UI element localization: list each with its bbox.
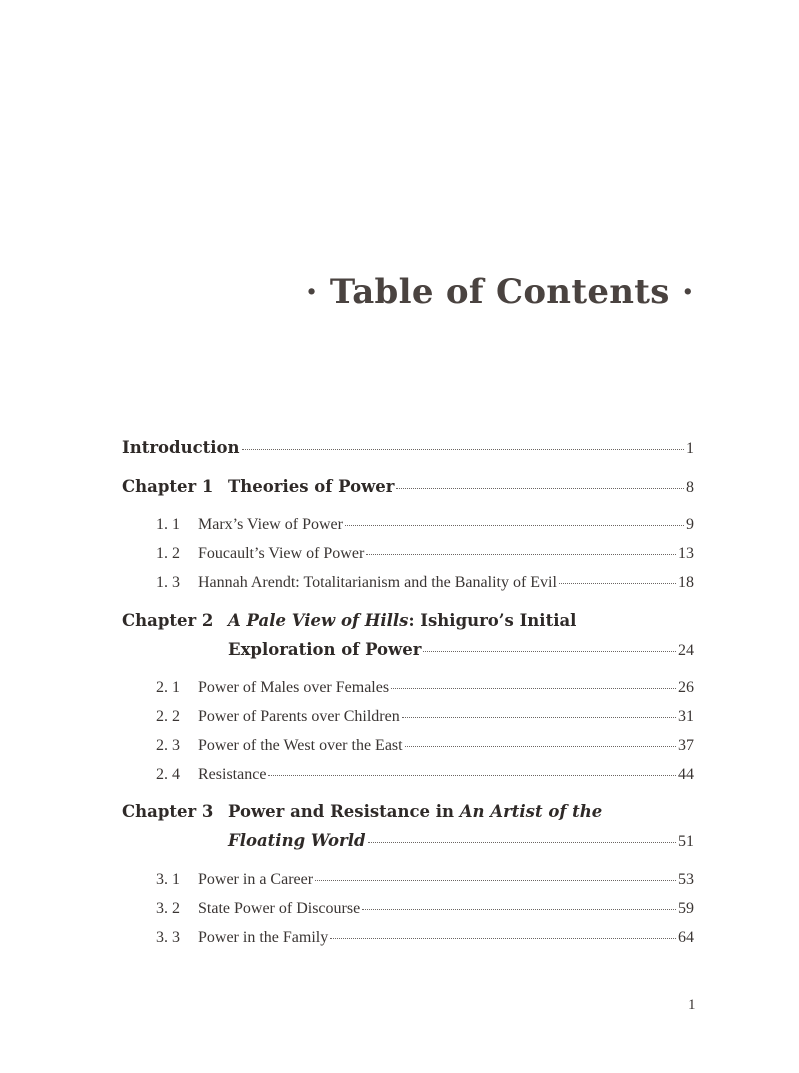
leader-dots [268,775,676,776]
chapter-label: Chapter 2 [122,611,214,630]
leader-dots [396,488,684,489]
page-number: 1 [686,440,694,457]
section-number: 1. 1 [156,516,180,533]
section-number: 1. 3 [156,574,180,591]
toc-entry-chapter-1[interactable] [122,477,694,497]
leader-dots [423,651,676,652]
toc-entry-section-3-2[interactable] [156,900,694,918]
leader-dots [368,842,676,843]
leader-dots [559,583,676,584]
section-number: 2. 3 [156,737,180,754]
toc-entry-chapter-2-line-2[interactable] [228,640,694,660]
leader-dots [405,746,676,747]
page-number: 24 [678,642,694,659]
leader-dots [391,688,676,689]
entry-title: Exploration of Power [228,640,422,659]
page-number: 31 [678,708,694,725]
entry-title: Power of Parents over Children [198,708,400,725]
page-number: 59 [678,900,694,917]
page-folio: 1 [688,997,696,1013]
toc-entry-section-1-3[interactable] [156,574,694,592]
chapter-label: Chapter 1 [122,477,214,496]
leader-dots [242,449,684,450]
page-number: 18 [678,574,694,591]
leader-dots [315,880,676,881]
toc-entry-section-3-1[interactable] [156,871,694,889]
leader-dots [402,717,676,718]
entry-title: Power in the Family [198,929,329,946]
section-number: 3. 1 [156,871,180,888]
entry-title: Marx’s View of Power [198,516,343,533]
leader-dots [366,554,676,555]
toc-entry-section-1-2[interactable] [156,545,694,563]
toc-entry-section-2-1[interactable] [156,679,694,697]
entry-title: Hannah Arendt: Totalitarianism and the Banality of Evil [198,574,557,591]
page-number: 13 [678,545,694,562]
section-number: 1. 2 [156,545,180,562]
page-number: 37 [678,737,694,754]
entry-title: Foucault’s View of Power [198,545,365,562]
chapter-label: Chapter 3 [122,802,214,821]
toc-entry-chapter-3-line-2[interactable] [228,831,694,851]
toc-entry-chapter-2-line-1[interactable] [122,611,576,630]
page-number: 44 [678,766,694,783]
toc-entry-section-2-4[interactable] [156,766,694,784]
toc-entry-section-2-3[interactable] [156,737,694,755]
entry-title: : Ishiguro’s Initial [408,611,577,630]
page-number: 64 [678,929,694,946]
entry-title: Power and Resistance in [228,802,460,821]
page-number: 26 [678,679,694,696]
entry-title: State Power of Discourse [198,900,361,917]
section-number: 2. 4 [156,766,180,783]
entry-title: Power of Males over Females [198,679,390,696]
entry-title: Theories of Power [228,477,395,496]
entry-title: Power in a Career [198,871,314,888]
page-number: 9 [686,516,694,533]
leader-dots [345,525,684,526]
page-title: · Table of Contents · [305,272,694,312]
section-number: 2. 2 [156,708,180,725]
toc-entry-section-1-1[interactable] [156,516,694,534]
leader-dots [362,909,676,910]
book-title: A Pale View of Hills [228,611,409,630]
entry-title: Resistance [198,766,267,783]
page-number: 51 [678,833,694,850]
book-title: An Artist of the [459,802,603,821]
toc-entry-section-2-2[interactable] [156,708,694,726]
page-number: 8 [686,479,694,496]
section-number: 2. 1 [156,679,180,696]
entry-title: Introduction [122,438,240,457]
leader-dots [330,938,676,939]
book-title: Floating World [228,831,366,850]
section-number: 3. 3 [156,929,180,946]
page-number: 53 [678,871,694,888]
toc-entry-introduction[interactable] [122,438,694,458]
toc-entry-chapter-3-line-1[interactable] [122,802,602,821]
section-number: 3. 2 [156,900,180,917]
toc-entry-section-3-3[interactable] [156,929,694,947]
entry-title: Power of the West over the East [198,737,403,754]
